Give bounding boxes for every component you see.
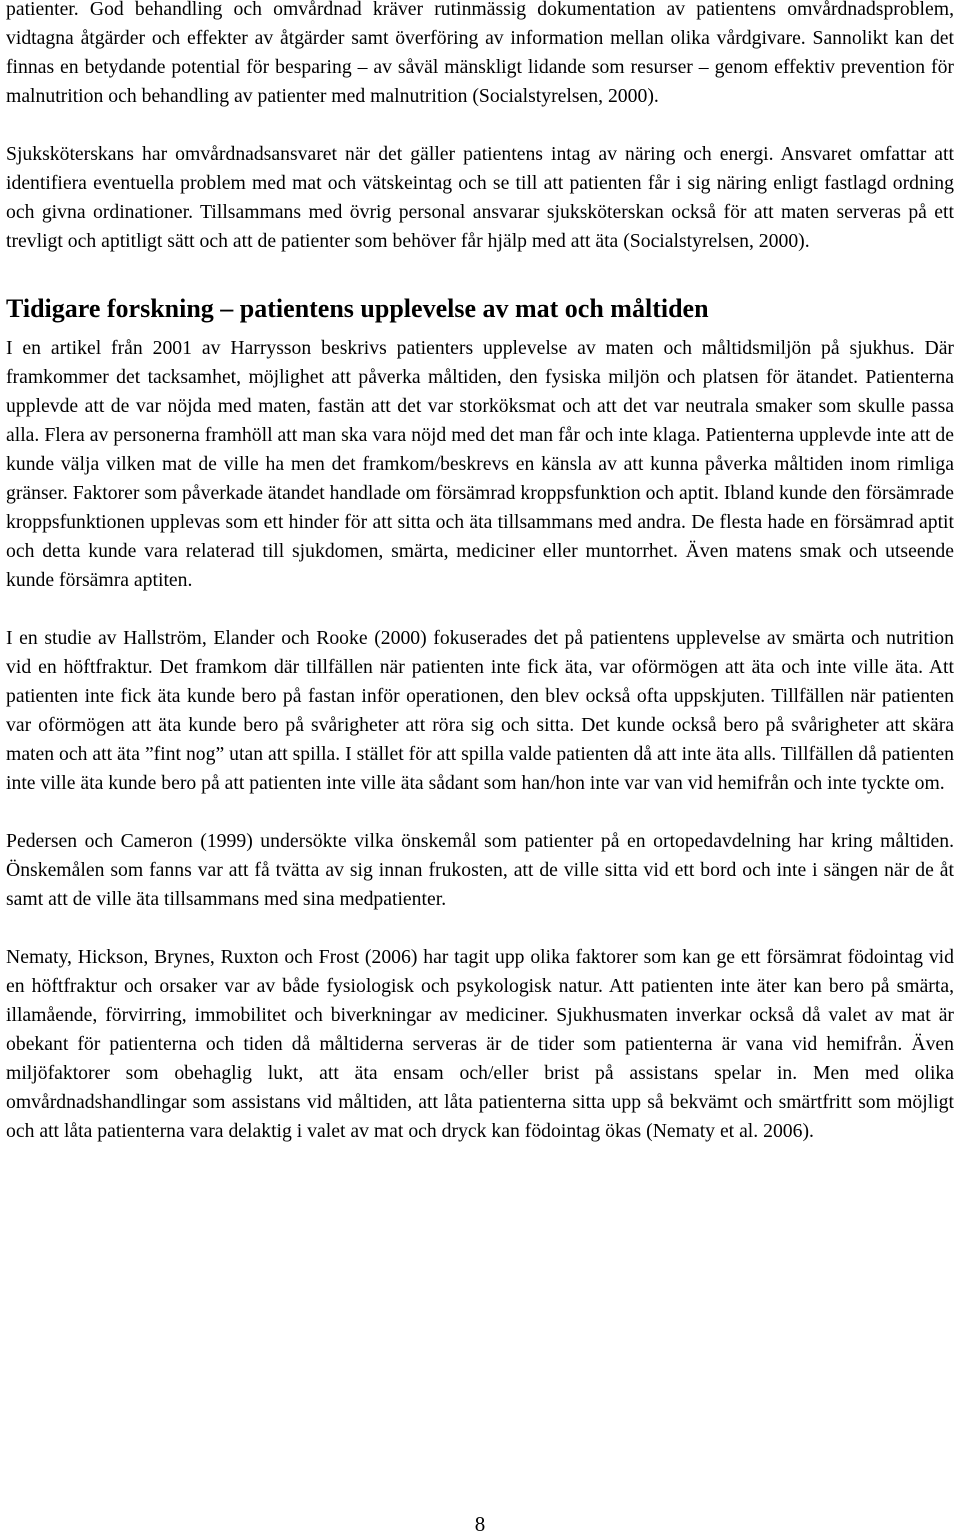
section-heading: Tidigare forskning – patientens upplevelse av mat och måltiden <box>6 294 709 323</box>
document-page <box>6 0 954 1146</box>
page-number: 8 <box>474 1512 486 1536</box>
body-paragraph: I en artikel från 2001 av Harrysson beskrivs patienters upplevelse av maten och måltidsmiljön på sjukhus. Där framkommer det tacksamhet, möjlighet att påverka måltiden, den fysiska miljön och platsen för ätandet. Patienterna upplevde att de var nöjda med maten, fastän att det var storköksmat och att det var neutrala smaker som skulle passa alla. Flera av personerna framhöll att man ska vara nöjd med det man får och inte klaga. Patienterna upplevde inte att de kunde välja vilken mat de ville ha men det framkom/beskrevs en känsla av att kunna påverka måltiden inom rimliga gränser. Faktorer som påverkade ätandet handlade om försämrad kroppsfunktion och aptit. Ibland kunde den försämrade kroppsfunktionen upplevas som ett hinder för att sitta och äta tillsammans med andra. De flesta hade en försämrad aptit och detta kunde vara relaterad till sjukdomen, smärta, mediciner eller muntorrhet. Även matens smak och utseende kunde försämra aptiten. <box>6 337 954 591</box>
body-paragraph: Sjuksköterskans har omvårdnadsansvaret när det gäller patientens intag av näring och energi. Ansvaret omfattar att identifiera eventuella problem med mat och vätskeintag och se till att patienten får i sig näring enligt fastlagd ordning och givna ordinationer. Tillsammans med övrig personal ansvarar sjuksköterskan också för att maten serveras på ett trevligt och aptitligt sätt och att de patienter som behöver får hjälp med att äta (Socialstyrelsen, 2000). <box>6 143 954 252</box>
body-paragraph: Nematy, Hickson, Brynes, Ruxton och Frost (2006) har tagit upp olika faktorer som kan ge ett försämrat födointag vid en höftfraktur och orsaker var av både fysiologisk och psykologisk natur. Att patienten inte äter kan bero på smärta, illamående, förvirring, immobilitet och biverkningar av mediciner. Sjukhusmaten inverkar också då valet av mat är obekant för patienterna och tiden då måltiderna serveras är de tider som patienterna är vana vid hemifrån. Även miljöfaktorer som obehaglig lukt, att äta ensam och/eller brist på assistans spelar in. Men med olika omvårdnadshandlingar som assistans vid måltiden, att låta patienterna sitta upp så bekvämt och smärtfritt som möjligt och att låta patienterna vara delaktig i valet av mat och dryck kan födointag ökas (Nematy et al. 2006). <box>6 946 954 1142</box>
body-paragraph: Pedersen och Cameron (1999) undersökte vilka önskemål som patienter på en ortopedavdelning har kring måltiden. Önskemålen som fanns var att få tvätta av sig innan frukosten, att de ville sitta vid ett bord och inte i sängen när de åt samt att de ville äta tillsammans med sina medpatienter. <box>6 830 954 910</box>
body-paragraph: patienter. God behandling och omvårdnad kräver rutinmässig dokumentation av patientens omvårdnadsproblem, vidtagna åtgärder och effekter av åtgärder samt överföring av information mellan olika vårdgivare. Sannolikt kan det finnas en betydande potential för besparing – av såväl mänskligt lidande som resurser – genom effektiv prevention för malnutrition och behandling av patienter med malnutrition (Socialstyrelsen, 2000). <box>6 0 954 107</box>
body-paragraph: I en studie av Hallström, Elander och Rooke (2000) fokuserades det på patientens upplevelse av smärta och nutrition vid en höftfraktur. Det framkom där tillfällen när patienten inte fick äta, var oförmögen att äta och inte ville äta. Att patienten inte fick äta kunde bero på fastan inför operationen, den blev också ofta uppskjuten. Tillfällen när patienten var oförmögen att äta kunde bero på svårigheter att röra sig och sitta. Det kunde också bero på svårigheter att skära maten och att äta ”fint nog” utan att spilla. I stället för att spilla valde patienten då att inte äta alls. Tillfällen då patienten inte ville äta kunde bero på att patienten inte ville äta sådant som han/hon inte var van vid hemifrån och inte tyckte om. <box>6 627 954 794</box>
